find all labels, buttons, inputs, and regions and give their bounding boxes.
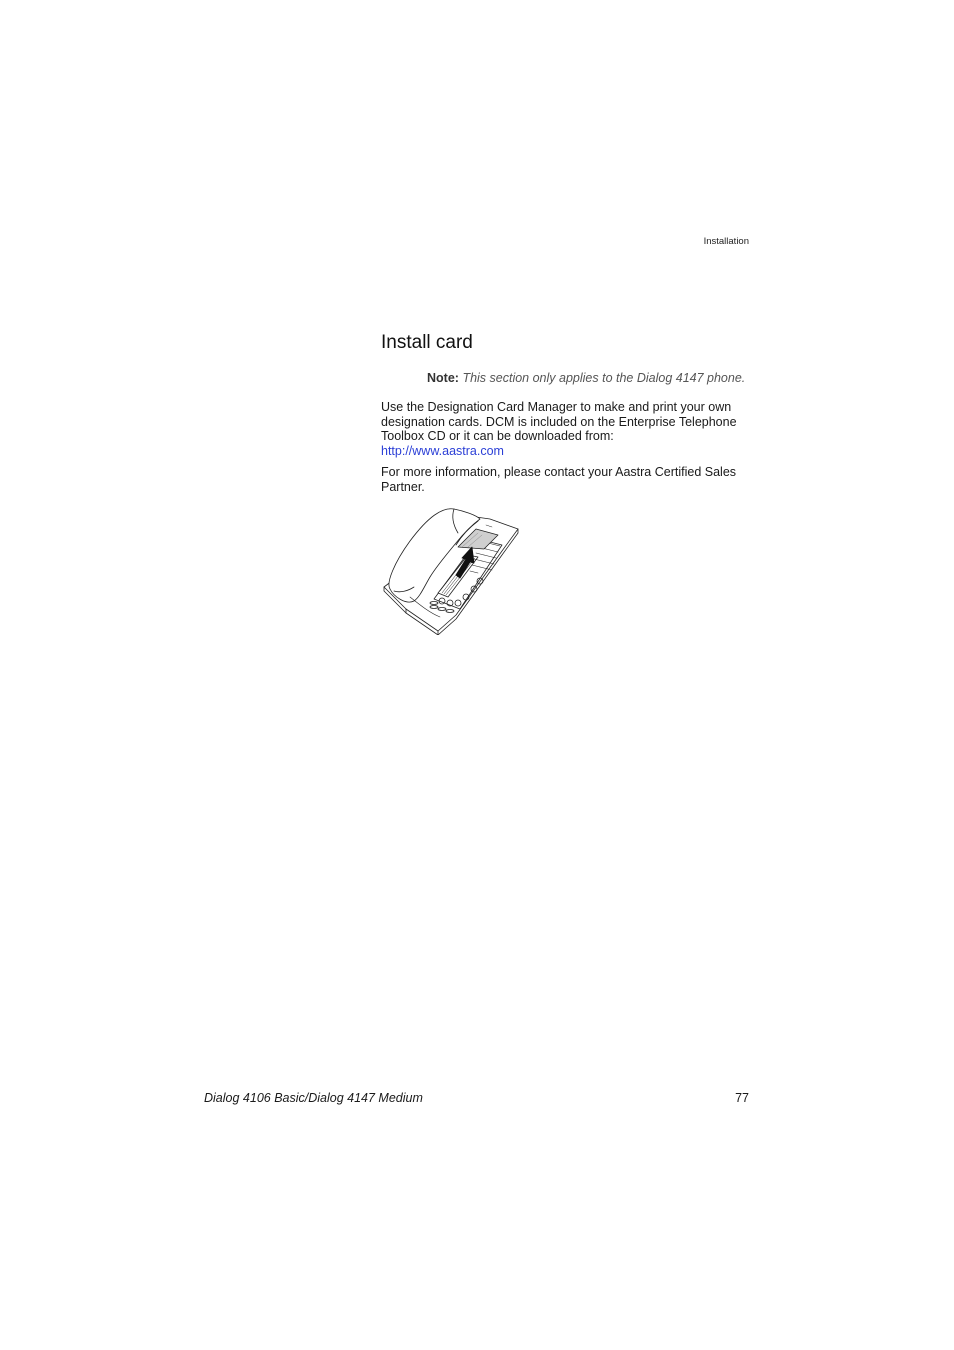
paragraph-dcm-text: Use the Designation Card Manager to make and print your own designation cards. DCM is included on the Enterprise Telephone Toolbox CD or it can be downloaded from:	[381, 400, 737, 444]
phone-card-install-illustration	[380, 505, 522, 635]
note-label: Note:	[427, 371, 459, 385]
paragraph-dcm	[381, 400, 753, 458]
aastra-link[interactable]: http://www.aastra.com	[381, 443, 504, 458]
footer-document-title: Dialog 4106 Basic/Dialog 4147 Medium	[204, 1091, 423, 1105]
running-header: Installation	[703, 236, 749, 247]
page-title: Install card	[381, 332, 473, 353]
page-number: 77	[735, 1091, 749, 1105]
note-text: This section only applies to the Dialog 4147 phone.	[462, 371, 746, 385]
paragraph-contact: For more information, please contact your Aastra Certified Sales Partner.	[381, 465, 737, 494]
note	[427, 371, 745, 385]
